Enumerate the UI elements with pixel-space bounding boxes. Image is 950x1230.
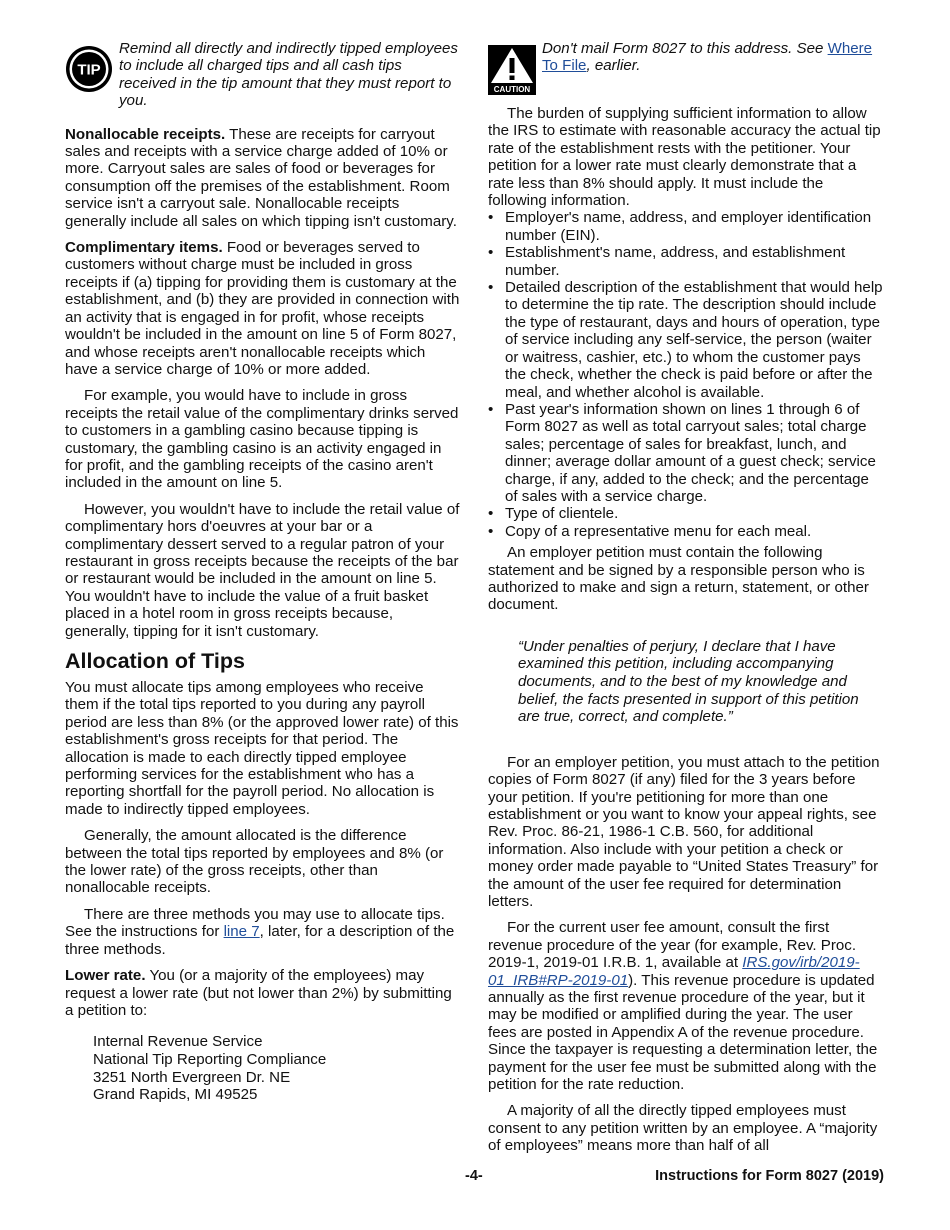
list-item: • Copy of a representative menu for each meal. bbox=[488, 522, 812, 540]
address-line: Internal Revenue Service bbox=[93, 1033, 263, 1051]
perjury-statement: “Under penalties of perjury, I declare that I have examined this petition, including accompanying documents, and to the best of my knowledge and belief, the facts presented in support of this petition are true, correct, and complete.” bbox=[518, 637, 859, 726]
list-item: • Employer's name, address, and employer identification number (EIN). bbox=[488, 209, 872, 244]
bullet-glyph: • bbox=[488, 279, 494, 297]
attach-paragraph: For an employer petition, you must attach to the petition copies of Form 8027 (if any) filed for the 3 years before your petition. If you're petitioning for more than one establishment or you want to know your appeal rights, see Rev. Proc. 86-21, 1986-1 C.B. 560, for additional information. Also include with your petition a check or money order made payable to “United States Treasury” for the amount of the user fee required for determination letters. bbox=[488, 753, 880, 910]
tip-icon bbox=[65, 45, 113, 93]
list-item: • Detailed description of the establishment that would help to determine the tip rate. The description should include the type of restaurant, days and hours of operation, type of service including any self-service, the person (waiter or waitress, cashier, etc.) to whom the customer pays the check, whether the check is paid before or after the meal, and whether alcohol is available. bbox=[488, 279, 883, 401]
employer-petition-paragraph: An employer petition must contain the following statement and be signed by a responsible person who is authorized to make and sign a return, statement, or other document. bbox=[488, 544, 869, 614]
example-paragraph: For example, you would have to include in gross receipts the retail value of the complimentary drinks served to customers in a gambling casino because tipping is customary, the gambling casino is an activity engaged in for profit, and the gambling receipts of the casino aren't included in the amount on line 5. bbox=[65, 387, 459, 492]
tip-badge-label: TIP bbox=[77, 61, 101, 79]
lower-rate-paragraph bbox=[65, 967, 461, 1019]
caution-text-after: , earlier. bbox=[586, 57, 641, 75]
address-line: 3251 North Evergreen Dr. NE bbox=[93, 1068, 291, 1086]
caution-text-before: Don't mail Form 8027 to this address. See bbox=[542, 40, 828, 57]
irs-irb-link[interactable]: IRS.gov/irb/2019-01_IRB#RP-2019-01 bbox=[488, 954, 860, 989]
bullet-glyph: • bbox=[488, 244, 494, 262]
methods-text-after: , later, for a description of the three methods. bbox=[65, 923, 455, 958]
where-to-file-link[interactable]: Where To File bbox=[542, 40, 873, 75]
caution-note-text bbox=[488, 40, 884, 75]
however-paragraph: However, you wouldn't have to include the retail value of complimentary hors d'oeuvres at your bar or a complimentary dessert served to a regular patron of your restaurant in gross receipts because the receipts of the bar or restaurant would be included in the amount on line 5. You wouldn't have to include the value of a fruit basket placed in a hotel room in gross receipts because, generally, tipping for it isn't customary. bbox=[65, 500, 460, 640]
user-fee-text-before: For the current user fee amount, consult the first revenue procedure of the year (for example, Rev. Proc. 2019-1, 2019-01 I.R.B. 1, available at bbox=[488, 919, 857, 972]
methods-text-before: There are three methods you may use to allocate tips. See the instructions for bbox=[65, 905, 445, 941]
burden-paragraph: The burden of supplying sufficient information to allow the IRS to estimate with reasonable accuracy the actual tip rate of the establishment rests with the petitioner. Your petition for a lower rate must clearly demonstrate that a rate less than 8% should apply. It must include the following information. bbox=[488, 105, 881, 210]
address-line: National Tip Reporting Compliance bbox=[93, 1050, 327, 1068]
methods-paragraph bbox=[65, 906, 461, 958]
irs-address bbox=[93, 1033, 461, 1103]
caution-badge-label: CAUTION bbox=[493, 85, 531, 94]
majority-paragraph: A majority of all the directly tipped employees must consent to any petition written by an employee. A “majority of employees” means more than half of all bbox=[488, 1102, 878, 1155]
list-item: • Establishment's name, address, and establishment number. bbox=[488, 244, 846, 279]
user-fee-text-after: ). This revenue procedure is updated annually as the first revenue procedure of the year, but it may be modified or amplified during the year. The user fees are posted in Appendix A of the revenue procedure. Since the taxpayer is requesting a determination letter, the payment for the user fee must be submitted along with the petition for the rate reduction. bbox=[488, 971, 878, 1094]
complimentary-paragraph bbox=[65, 239, 461, 378]
line-7-link[interactable]: line 7 bbox=[223, 923, 260, 941]
left-column bbox=[65, 40, 461, 1104]
allocation-paragraph: You must allocate tips among employees who receive them if the total tips reported to you during any payroll period are less than 8% (or the approved lower rate) of this establishment's gross receipts for that period. The allocation is made to each directly tipped employee performing services for the establishment who has a reporting shortfall for the payroll period. No allocation is made to indirectly tipped employees. bbox=[65, 679, 459, 818]
allocation-heading: Allocation of Tips bbox=[65, 649, 245, 673]
lower-rate-text: You (or a majority of the employees) may request a lower rate (but not lower than 2%) by submitting a petition to: bbox=[65, 967, 452, 1019]
bullet-glyph: • bbox=[488, 522, 494, 540]
tip-note-text: Remind all directly and indirectly tipped employees to include all charged tips and all cash tips received in the tip amount that they must report to you. bbox=[119, 40, 458, 110]
form-title: Instructions for Form 8027 (2019) bbox=[655, 1168, 884, 1184]
page-number: -4- bbox=[465, 1168, 483, 1184]
caution-note bbox=[488, 40, 884, 95]
user-fee-paragraph bbox=[488, 919, 884, 1093]
list-item: • Past year's information shown on lines 1 through 6 of Form 8027 as well as total carryout sales; total charge sales; percentage of sales for breakfast, lunch, and dinner; average dollar amount of a guest check; service charge, if any, added to the check; and the percentage of sales with a service charge. bbox=[488, 400, 876, 505]
page-footer bbox=[65, 1168, 884, 1188]
complimentary-text: Food or beverages served to customers without charge must be included in gross receipts if (a) tipping for providing them is customary at the establishment, and (b) they are provided in connection with an activity that is engaged in for profit, whose receipts wouldn't be included in the amount on line 5 of Form 8027, and whose receipts aren't nonallocable receipts which have a service charge of 10% or more added. bbox=[65, 239, 460, 378]
bullet-glyph: • bbox=[488, 209, 494, 227]
complimentary-heading: Complimentary items. bbox=[65, 239, 223, 257]
nonallocable-text: These are receipts for carryout sales and receipts with a service charge added of 10% or more. Carryout sales are sales of food or beverages for consumption off the premises of the establishment. Room service isn't a carryout sale. Nonallocable receipts generally include all sales on which tipping isn't customary. bbox=[65, 125, 457, 230]
petition-requirements-list bbox=[488, 209, 884, 540]
nonallocable-heading: Nonallocable receipts. bbox=[65, 125, 226, 143]
lower-rate-heading: Lower rate. bbox=[65, 967, 146, 985]
caution-icon bbox=[488, 45, 536, 95]
tip-note bbox=[65, 40, 461, 110]
list-item: • Type of clientele. bbox=[488, 505, 619, 523]
bullet-glyph: • bbox=[488, 400, 494, 418]
address-line: Grand Rapids, MI 49525 bbox=[93, 1086, 258, 1104]
generally-paragraph: Generally, the amount allocated is the difference between the total tips reported by employees and 8% (or the lower rate) of the gross receipts, other than nonallocable receipts. bbox=[65, 827, 444, 897]
nonallocable-paragraph bbox=[65, 126, 461, 230]
bullet-glyph: • bbox=[488, 505, 494, 523]
right-column bbox=[488, 40, 884, 1164]
